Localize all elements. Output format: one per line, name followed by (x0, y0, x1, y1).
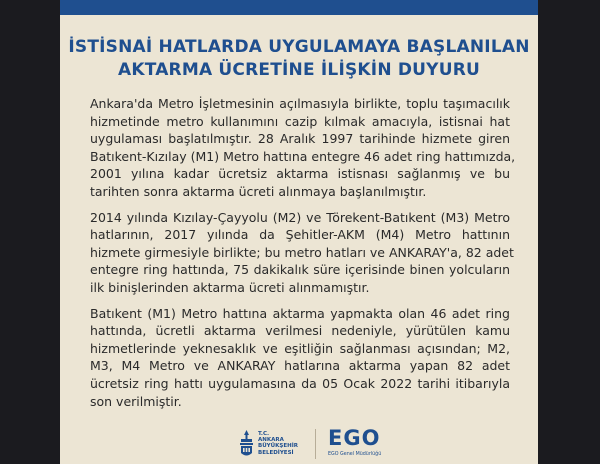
abb-line: BELEDİYESİ (258, 449, 294, 456)
text-line: ilk binişlerinden aktarma ücreti alınmamıştır. (90, 279, 370, 295)
text-line: Ankara'da Metro İşletmesinin açılmasıyla birlikte, toplu taşımacılık (90, 96, 510, 111)
text-line: hattında, ücretli aktarma verilmesi nedeniyle, yürütülen kamu (90, 323, 510, 339)
text-line: hizmetinde metro kullanımını cazip kılmak amacıyla, istisnai hat (90, 113, 510, 129)
title-line-1: İSTİSNAİ HATLARDA UYGULAMAYA BAŞLANILAN (68, 37, 530, 57)
text-line: hizmetlerinde yeknesaklık ve eşitliğin sağlanması açısından; M2, (90, 340, 510, 356)
text-line: M3, M4 Metro ve ANKARAY hatlarına aktarma yapan 82 adet (90, 358, 510, 374)
ego-logo-word: EGO (328, 426, 381, 450)
text-line: Batıkent-Kızılay (M1) Metro hattına entegre 46 adet ring hattımızda, (90, 148, 516, 164)
title-line-2: AKTARMA ÜCRETİNE İLİŞKİN DUYURU (117, 60, 480, 80)
text-line: 2014 yılında Kızılay-Çayyolu (M2) ve Törekent-Batıkent (M3) Metro (90, 209, 510, 225)
announcement-body (90, 95, 516, 418)
abb-line: T.C. (258, 431, 270, 437)
paragraph-2 (90, 209, 514, 297)
ankara-municipality-logo (238, 427, 318, 463)
text-line: entegre ring hattında, 75 dakikalık süre içerisinde binen yolcuların (90, 262, 510, 278)
announcement-card (60, 0, 538, 464)
text-line: hizmete girmesiyle birlikte; bu metro hatları ve ANKARAY'a, 82 adet (90, 244, 514, 260)
top-accent-bar (60, 0, 538, 15)
ankara-municipality-text (258, 431, 298, 456)
abb-line: ANKARA (258, 437, 284, 444)
ego-logo-subtext: EGO Genel Müdürlüğü (328, 452, 382, 457)
text-line: Batıkent (M1) Metro hattına aktarma yapmakta olan 46 adet ring (90, 305, 510, 321)
announcement-title (60, 36, 538, 82)
ego-logo (320, 426, 400, 462)
text-line: uygulaması başlatılmıştır. 28 Aralık 1997 tarihinde hizmete giren (90, 131, 510, 147)
text-line: son verilmiştir. (90, 393, 182, 409)
text-line: 2001 yılına kadar ücretsiz aktarma istisnası sağlanmış ve bu (90, 166, 510, 182)
logo-divider (315, 429, 316, 459)
text-line: ücretsiz ring hattı uygulamasına da 05 Ocak 2022 tarihi itibarıyla (90, 375, 510, 391)
text-line: hatlarının, 2017 yılında da Şehitler-AKM (M4) Metro hattının (90, 227, 510, 243)
footer-logos (60, 425, 538, 464)
paragraph-3 (90, 305, 510, 411)
abb-line: BÜYÜKŞEHİR (258, 443, 298, 450)
ankara-crest-icon (238, 429, 255, 459)
text-line: tarihten sonra aktarma ücreti alınmaya başlanılmıştır. (90, 183, 427, 199)
paragraph-1 (90, 95, 516, 201)
